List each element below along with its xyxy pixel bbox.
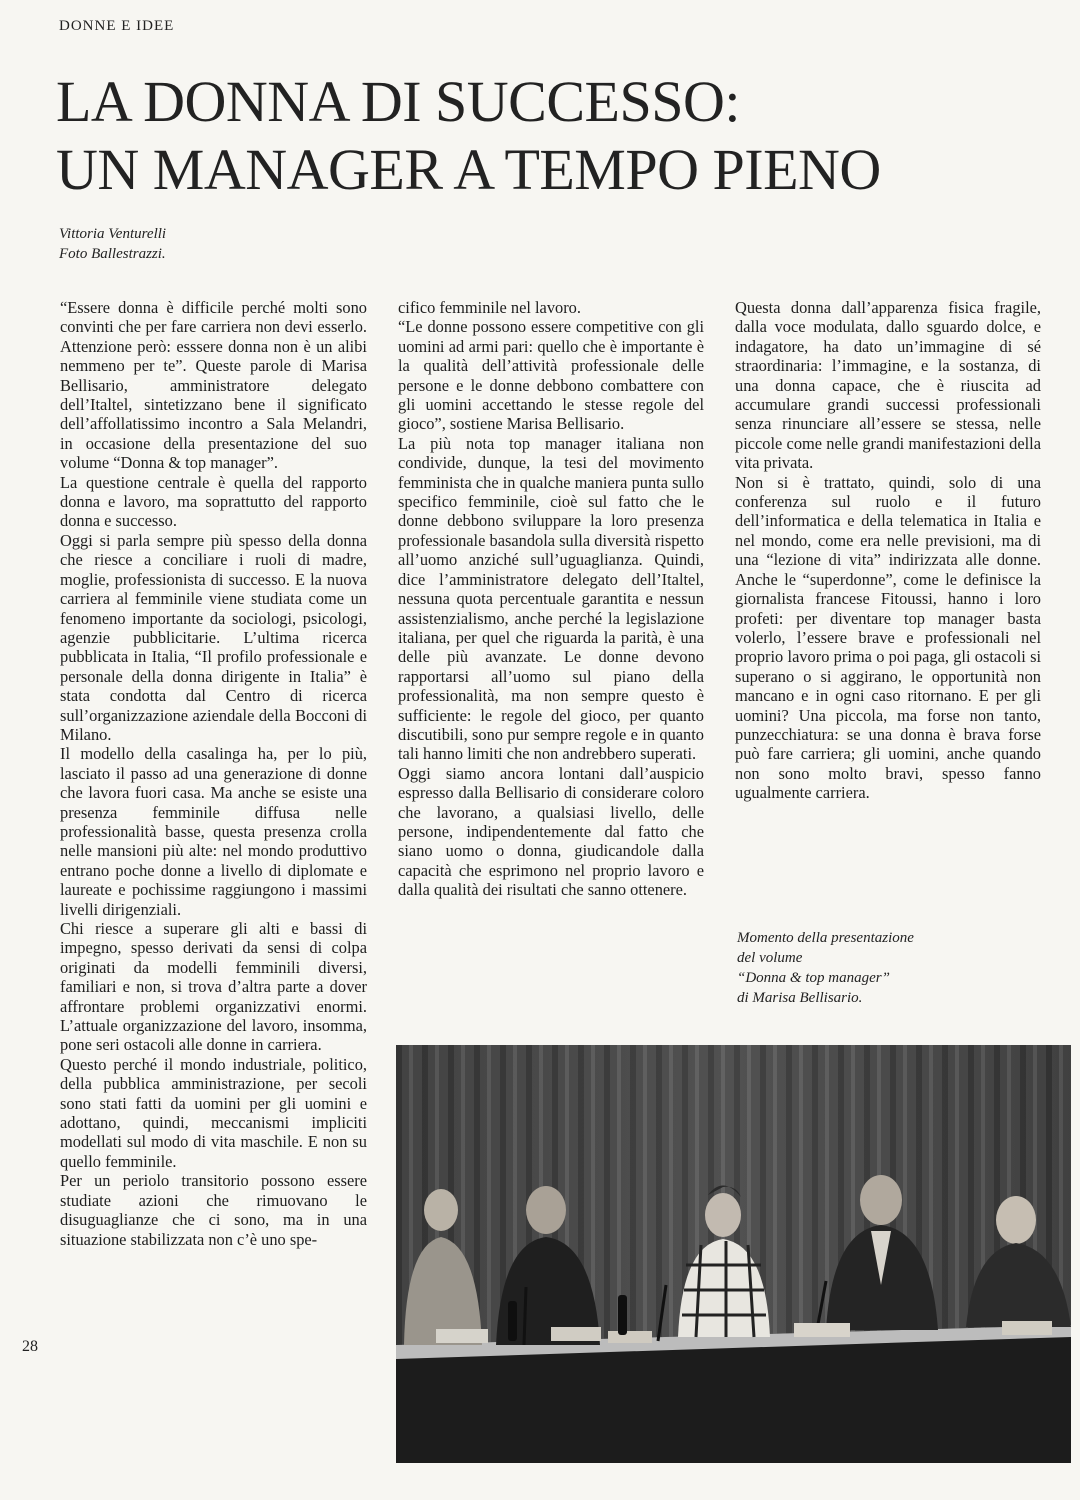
title-line-2: UN MANAGER A TEMPO PIENO: [56, 137, 881, 202]
text-column-2: [398, 298, 704, 900]
paragraph: cifico femminile nel lavoro.: [398, 298, 581, 317]
page-number: 28: [22, 1338, 38, 1355]
paragraph: Per un periolo transitorio possono essere studiate azioni che rimuovano le disuguaglianze che ci sono, ma in una situazione stabilizzata non c’è uno spe-: [60, 1171, 367, 1249]
caption-line: del volume: [737, 950, 803, 966]
photo-caption: [737, 928, 914, 1008]
caption-line: Momento della presentazione: [737, 930, 914, 946]
byline: [59, 224, 166, 264]
paragraph: Questo perché il mondo industriale, politico, della pubblica amministrazione, per secoli sono stati fatti da uomini per gli uomini e adottano, quindi, meccanismi impliciti modellati sul modo di vita maschile. E non su quello femminile.: [60, 1054, 367, 1171]
paragraph: Oggi siamo ancora lontani dall’auspicio espresso dalla Bellisario di considerare coloro che lavorano, a qualsiasi livello, delle persone, indipendentemente dal fatto che siano uomo o donna, giudicandole dalla capacità che esprimono nel proprio lavoro e dalla qualità dei risultati che sanno ottenere.: [398, 763, 704, 900]
paragraph: Questa donna dall’apparenza fisica fragile, dalla voce modulata, dallo sguardo dolce, e indagatore, ha dato un’immagine di sé straordinaria: l’immagine, e la sostanza, di una donna capace, che è riuscita ad accumulare grandi successi professionali senza rinunciare all’essere se stessa, nelle piccole come nelle grandi manifestazioni della vita privata.: [735, 298, 1041, 473]
caption-line: di Marisa Bellisario.: [737, 990, 863, 1006]
text-column-3: [735, 298, 1041, 803]
paragraph: La questione centrale è quella del rapporto donna e lavoro, ma soprattutto del rapporto donna e successo.: [60, 472, 367, 531]
title-line-1: LA DONNA DI SUCCESSO:: [56, 69, 740, 134]
caption-line: “Donna & top manager”: [737, 970, 890, 986]
article-title: [56, 68, 1056, 204]
paragraph: “Le donne possono essere competitive con gli uomini ad armi pari: quello che è importante è la qualità dell’attività professionale delle persone e le donne debbono combattere con gli uomini accettando le stesse regole del gioco”, sostiene Marisa Bellisario.: [398, 317, 704, 434]
conference-photo: [396, 1045, 1071, 1463]
author-name: Vittoria Venturelli: [59, 226, 167, 242]
section-label: DONNE E IDEE: [59, 18, 175, 34]
paragraph: Non si è trattato, quindi, solo di una conferenza sul ruolo e il futuro dell’informatica e della telematica in Italia e nel mondo, come era nelle previsioni, ma di una “lezione di vita” indirizzata alle donne. Anche le “superdonne”, come le definisce la giornalista francese Fitoussi, hanno i loro profeti: per diventare top manager basta volerlo, l’essere brave e professionali nel proprio lavoro prima o poi paga, gli ostacoli si superano o si aggirano, le opportunità non mancano e in ogni caso ritornano. E per gli uomini? Una piccola, ma forse non tanto, punzecchiatura: se una donna è brava forse può fare carriera; gli uomini, anche quando non sono molto bravi, spesso fanno ugualmente carriera.: [735, 472, 1041, 803]
paragraph: La più nota top manager italiana non condivide, dunque, la tesi del movimento femminista che in qualche maniera punta sullo specifico femminile, cioè sul fatto che le donne debbono sviluppare la loro presenza professionale basandola sulla diversità rispetto all’uomo anziché sull’uguaglianza. Quindi, dice l’amministratore delegato dell’Italtel, nessuna quota percentuale garantita e nessun assistenzialismo, anche perché la legislazione italiana, per quel che riguarda la parità, è una delle più avanzate. Le donne devono rapportarsi all’uomo sul piano della professionalità, ma non sempre questo è sufficiente: le regole del gioco, per quanto discutibili, sono pur sempre regole e in quanto tali hanno limiti che non andrebbero superati.: [398, 433, 704, 764]
paragraph: Oggi si parla sempre più spesso della donna che riesce a conciliare i ruoli di madre, moglie, professionista di successo. E la nuova carriera al femminile viene studiata come un fenomeno importante da sociologi, psicologi, agenzie pubblicitarie. L’ultima ricerca pubblicata in Italia, “Il profilo professionale e personale della donna dirigente in Italia” è stata condotta dal Centro di ricerca sull’organizzazione aziendale della Bocconi di Milano.: [60, 530, 367, 744]
photo-illustration: [396, 1045, 1071, 1463]
paragraph: “Essere donna è difficile perché molti sono convinti che per fare carriera non devi esserlo. Attenzione però: esssere donna non è un alibi nemmeno per te”. Queste parole di Marisa Bellisario, amministratore delegato dell’Italtel, sintetizzano bene il significato dell’affollatissimo incontro a Sala Melandri, in occasione della presentazione del suo volume “Donna & top manager”.: [60, 298, 367, 473]
text-column-1: [60, 298, 367, 1249]
paragraph: Il modello della casalinga ha, per lo più, lasciato il passo ad una generazione di donne che lavora fuori casa. Ma anche se esiste una presenza femminile diffusa nelle professionalità basse, questa presenza crolla nelle mansioni più alte: nel mondo produttivo entrano poche donne a livello di diplomate e laureate e pochissime raggiungono i massimi livelli dirigenziali.: [60, 744, 367, 919]
photo-credit: Foto Ballestrazzi.: [59, 246, 166, 262]
paragraph: Chi riesce a superare gli alti e bassi di impegno, spesso derivati da sensi di colpa originati da modelli femminili diversi, familiari e non, si trova d’altra parte a dover affrontare problemi organizzativi enormi. L’attuale organizzazione del lavoro, insomma, pone seri ostacoli alle donne in carriera.: [60, 919, 367, 1055]
